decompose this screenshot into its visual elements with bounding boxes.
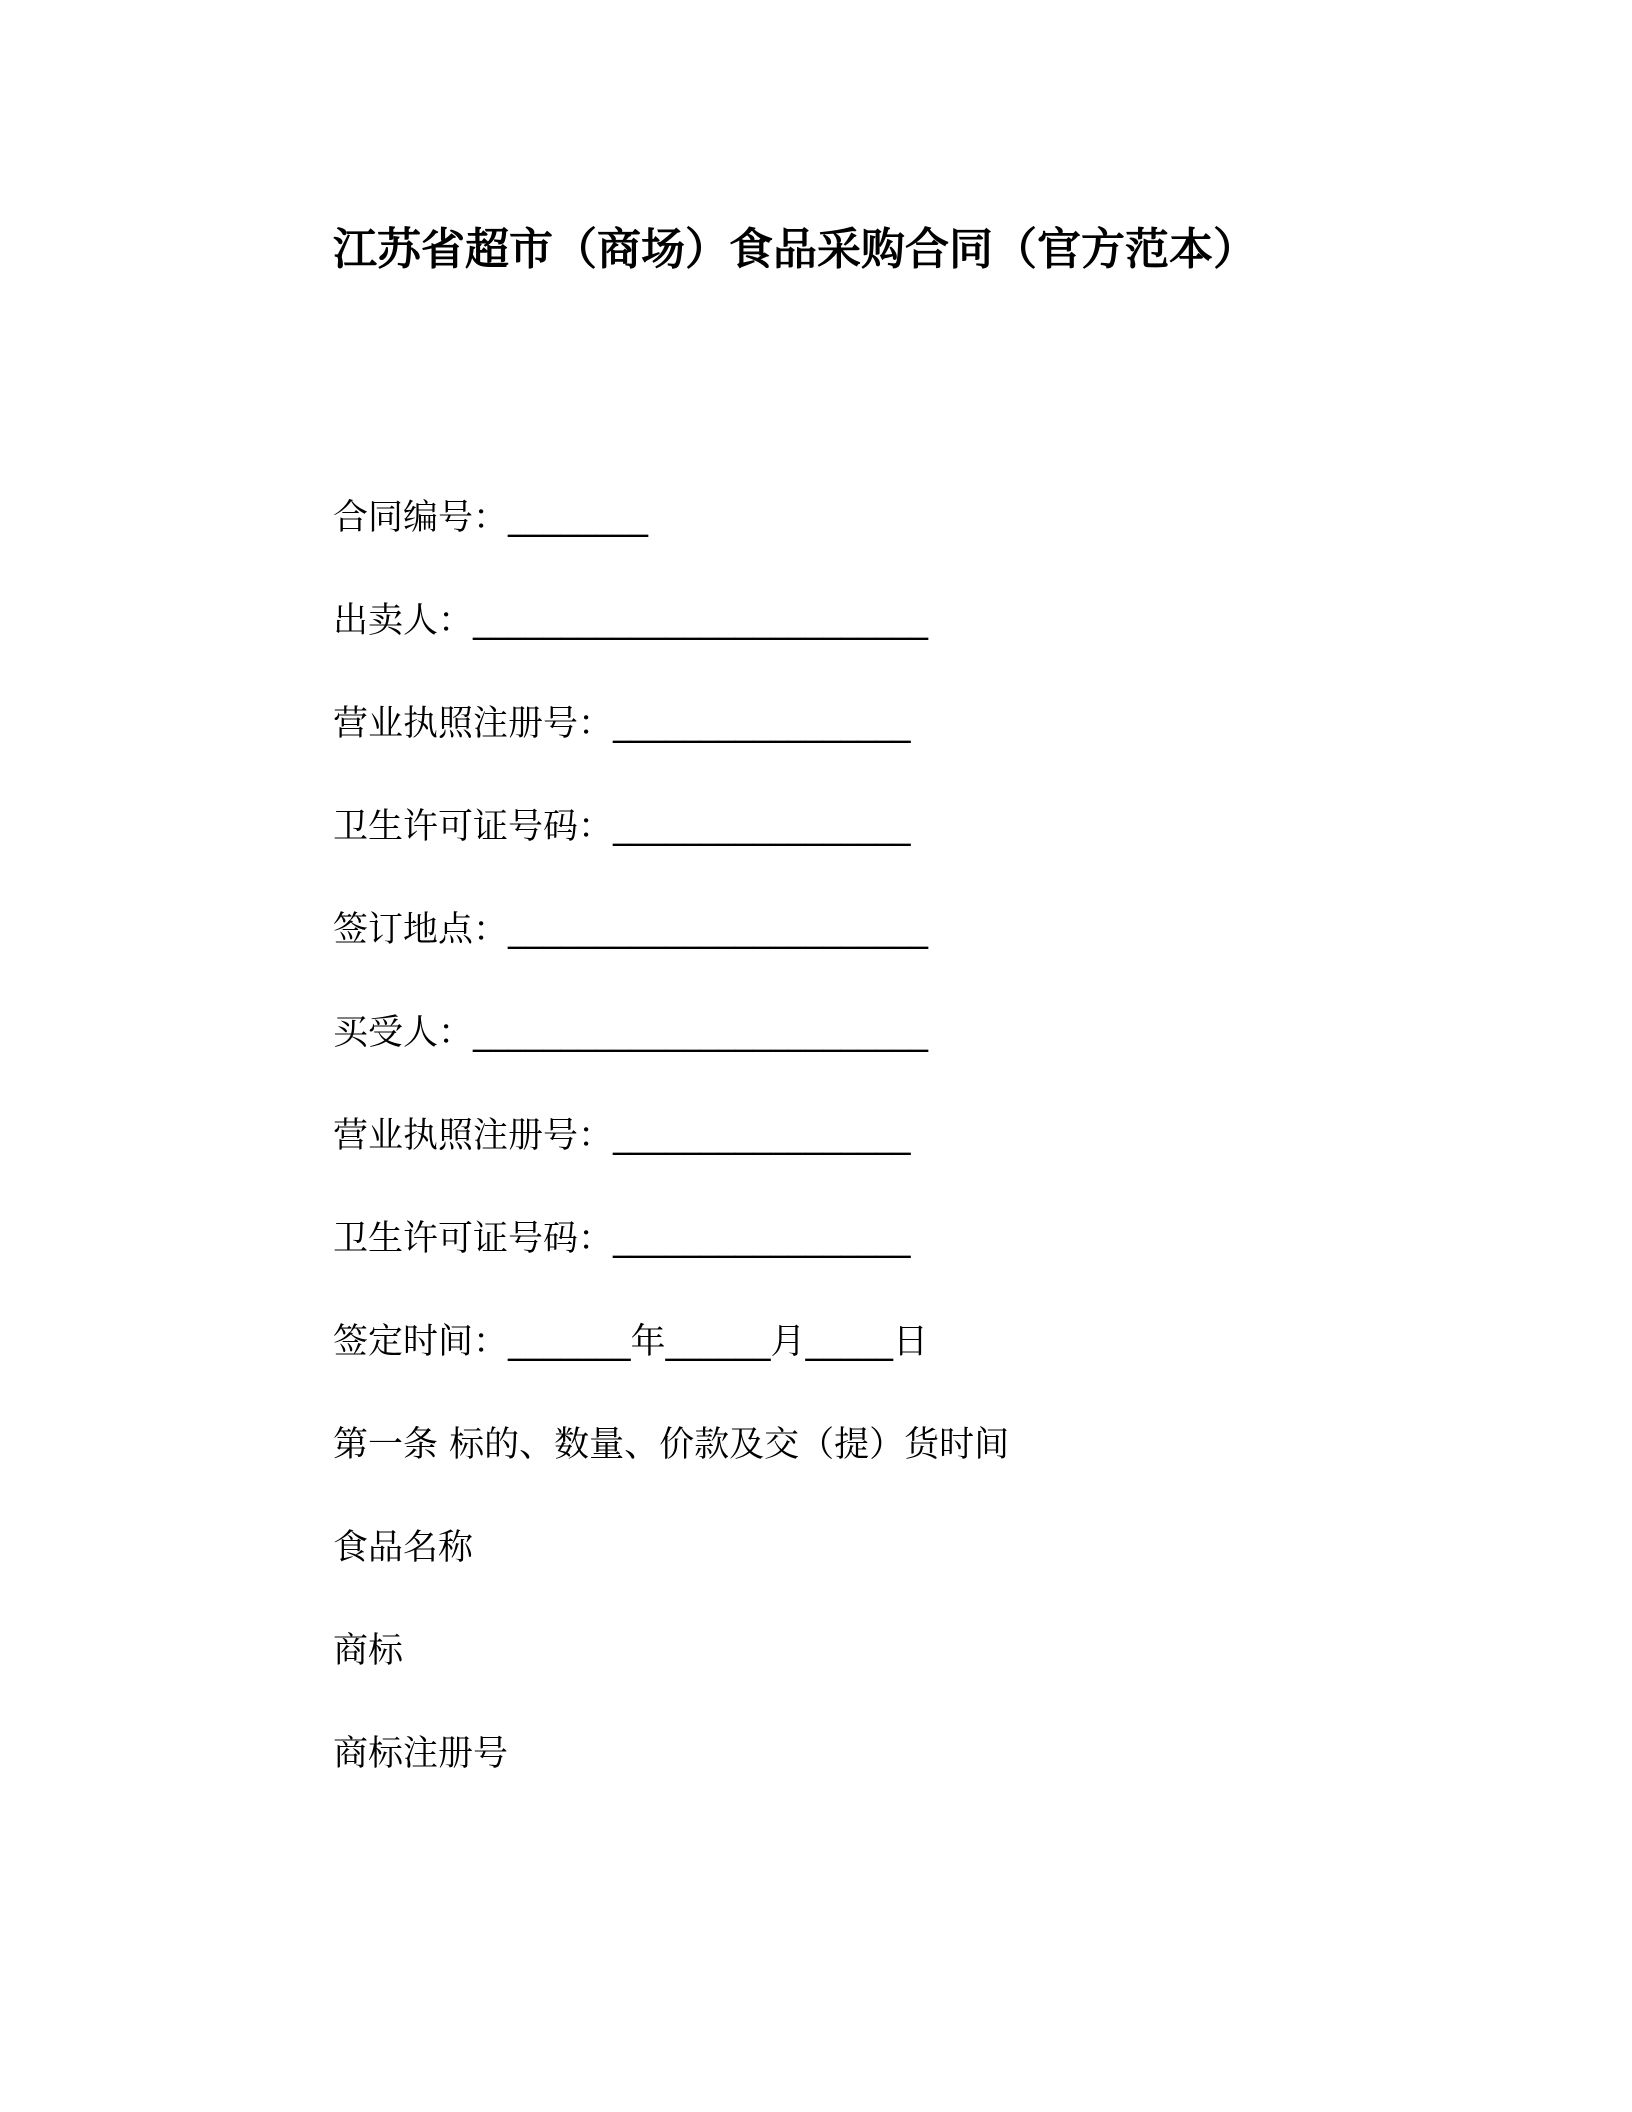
seller-field: 出卖人：__________________________ [333,601,929,641]
seller-health-permit-field: 卫生许可证号码：_________________ [333,807,911,847]
food-name-label: 食品名称 [333,1528,474,1568]
buyer-health-permit-field: 卫生许可证号码：_________________ [333,1219,911,1259]
buyer-business-license-field: 营业执照注册号：_________________ [333,1116,911,1156]
seller-business-license-field: 营业执照注册号：_________________ [333,704,911,744]
trademark-label: 商标 [333,1631,404,1671]
signing-date-field: 签定时间：_______年______月_____日 [333,1322,929,1362]
document-title: 江苏省超市（商场）食品采购合同（官方范本） [333,224,1257,275]
article-one-heading: 第一条 标的、数量、价款及交（提）货时间 [333,1425,1010,1465]
trademark-registration-label: 商标注册号 [333,1734,509,1774]
buyer-field: 买受人：__________________________ [333,1013,929,1053]
signing-place-field: 签订地点：________________________ [333,910,929,950]
contract-number-field: 合同编号：________ [333,498,649,538]
